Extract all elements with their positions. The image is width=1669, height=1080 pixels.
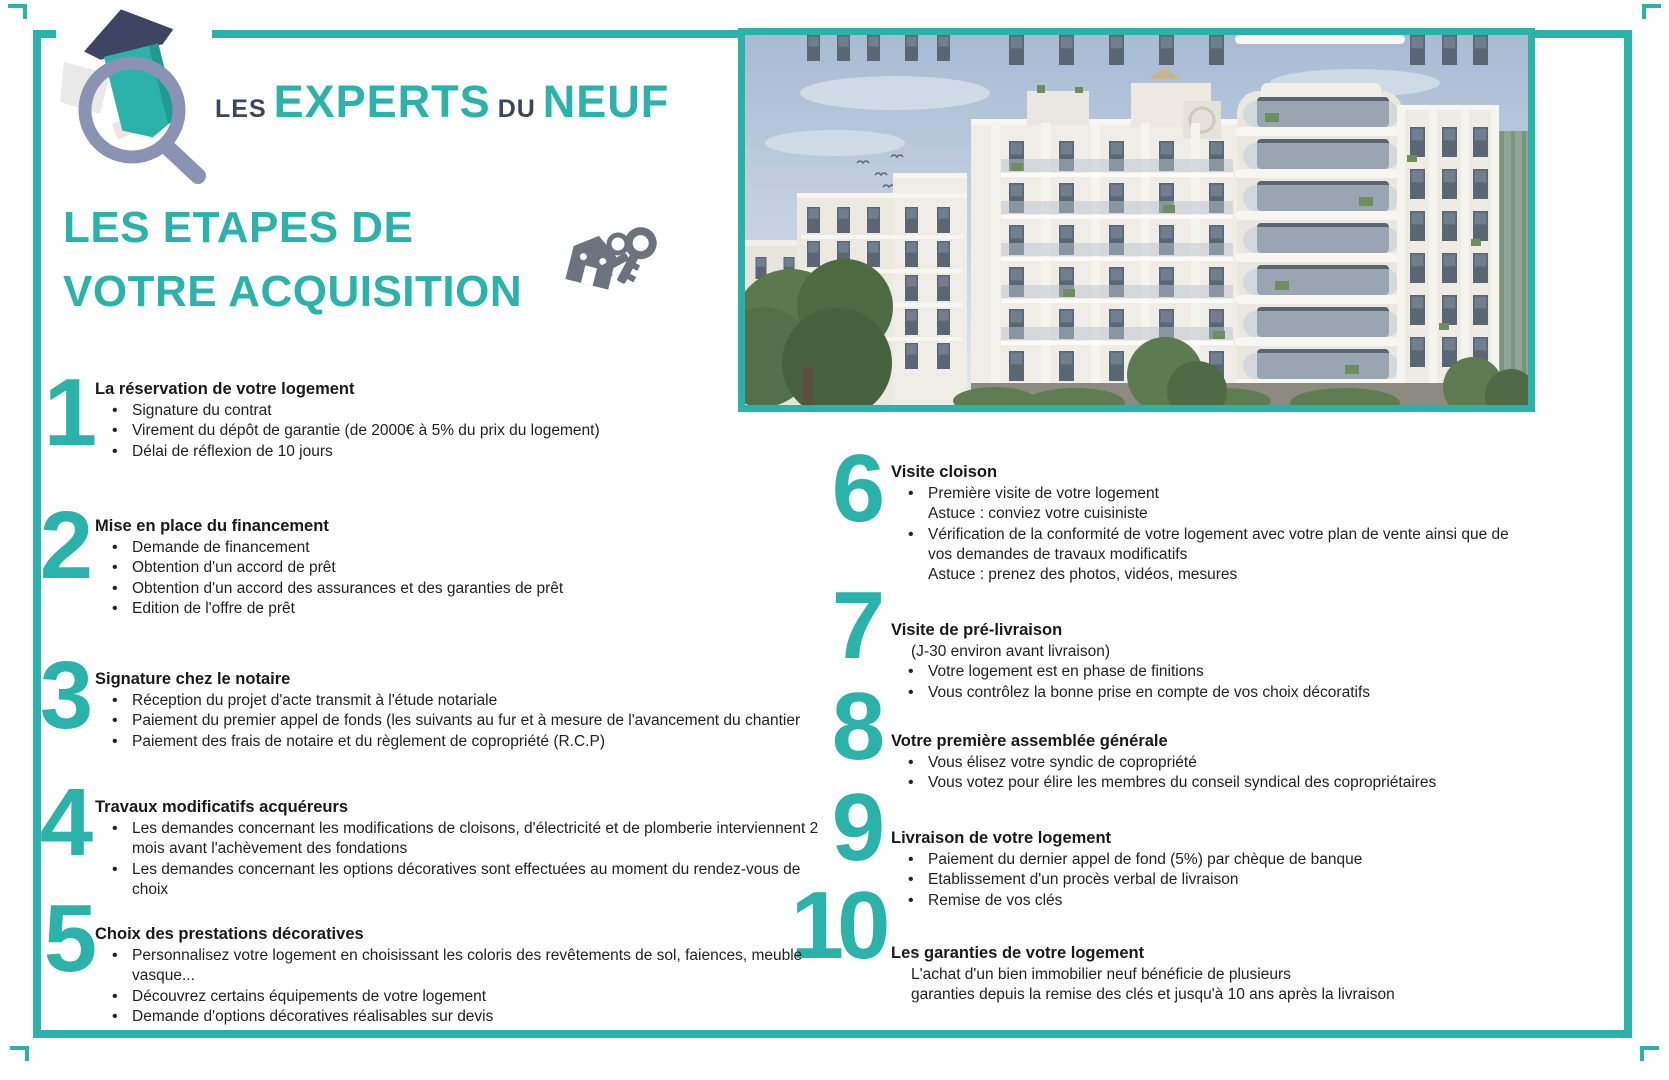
brand-word-les: LES [215,95,267,123]
step-title: Signature chez le notaire [95,670,291,688]
step-item: garanties depuis la remise des clés et jusqu'à 10 ans après la livraison [911,986,1395,1004]
step-item: • Etablissement d'un procès verbal de livraison [891,870,1509,890]
house-keys-icon [558,218,674,300]
step-block-4 [95,797,840,900]
step-item: • Paiement des frais de notaire et du règlement de copropriété (R.C.P) [95,732,840,752]
step-items [95,401,840,462]
step-item: • Première visite de votre logement [891,484,1509,504]
step-items [95,538,840,619]
step-item: • Vérification de la conformité de votre logement avec votre plan de vente ainsi que de vos demandes de travaux modificatifs [891,525,1509,566]
brand-word-experts: EXPERTS [273,76,491,127]
step-number: 10 [790,872,884,979]
step-item: • Paiement du dernier appel de fond (5%) par chèque de banque [891,850,1509,870]
corner-mark-top-right [1642,4,1661,19]
step-number: 6 [831,435,879,542]
step-item: • Découvrez certains équipements de votre logement [95,987,840,1007]
step-block-5 [95,924,840,1027]
step-item: • Vous élisez votre syndic de copropriété [891,753,1509,773]
step-block-8 [891,731,1509,794]
step-title: Travaux modificatifs acquéreurs [95,798,349,816]
step-item: • Personnalisez votre logement en choisissant les coloris des revêtements de sol, faiences, meuble vasque... [95,946,840,987]
brand-wordmark [215,76,669,128]
house-magnifier-icon [56,0,212,184]
brand-word-neuf: NEUF [542,76,670,127]
step-number: 4 [39,769,87,876]
step-number: 2 [39,492,87,599]
step-number: 7 [831,572,879,679]
step-items [891,850,1509,911]
step-items [891,642,1509,703]
step-block-10 [891,943,1509,1006]
step-item: • Edition de l'offre de prêt [95,599,840,619]
step-block-1 [95,379,840,462]
step-item: • Vous votez pour élire les membres du conseil syndical des copropriétaires [891,773,1509,793]
step-item: Astuce : conviez votre cuisiniste [928,505,1148,523]
step-title: Visite de pré-livraison [891,621,1063,639]
step-number: 5 [43,885,91,992]
step-item: • Virement du dépôt de garantie (de 2000€ à 5% du prix du logement) [95,421,840,441]
step-title: Livraison de votre logement [891,829,1112,847]
step-item: (J-30 environ avant livraison) [911,643,1111,660]
step-item: • Signature du contrat [95,401,840,421]
step-block-9 [891,828,1509,911]
step-item: • Demande d'options décoratives réalisables sur devis [95,1007,840,1027]
corner-mark-bottom-right [1640,1046,1659,1061]
step-title: Choix des prestations décoratives [95,925,364,943]
building-photo [738,28,1535,412]
step-item: • Réception du projet d'acte transmit à l'étude notariale [95,691,840,711]
step-item: • Délai de réflexion de 10 jours [95,442,840,462]
step-title: Votre première assemblée générale [891,732,1168,750]
step-item: • Remise de vos clés [891,891,1509,911]
step-items [95,946,840,1027]
step-item: • Vous contrôlez la bonne prise en compte de vos choix décoratifs [891,683,1509,703]
step-item: • Obtention d'un accord de prêt [95,558,840,578]
step-items [891,965,1509,1006]
step-number: 3 [39,642,87,749]
step-items [891,484,1509,585]
step-title: Visite cloison [891,463,998,481]
step-item: • Les demandes concernant les options décoratives sont effectuées au moment du rendez-vous de choix [95,860,840,901]
page-title-line2: VOTRE ACQUISITION [63,267,523,316]
step-number: 8 [831,673,879,780]
step-items [891,753,1509,794]
step-title: La réservation de votre logement [95,380,355,398]
brand-logo [56,0,212,184]
step-item: • Obtention d'un accord des assurances et des garanties de prêt [95,579,840,599]
step-block-7 [891,620,1509,703]
step-item: • Demande de financement [95,538,840,558]
page-title [63,196,522,324]
brand-word-du: DU [497,95,536,123]
step-title: Mise en place du financement [95,517,329,535]
step-number: 9 [831,774,879,881]
page-title-line1: LES ETAPES DE [63,203,414,252]
step-items [95,819,840,900]
step-item: • Votre logement est en phase de finitions [891,662,1509,682]
step-item: L'achat d'un bien immobilier neuf bénéficie de plusieurs [911,966,1291,983]
step-block-6 [891,462,1509,585]
step-block-3 [95,669,840,752]
corner-mark-top-left [8,4,27,19]
step-title: Les garanties de votre logement [891,944,1145,962]
corner-mark-bottom-left [10,1046,29,1061]
step-items [95,691,840,752]
step-item: • Paiement du premier appel de fonds (les suivants au fur et à mesure de l'avancement du chantier [95,711,840,731]
step-item: Astuce : prenez des photos, vidéos, mesures [928,566,1238,584]
step-number: 1 [43,359,91,466]
step-item: • Les demandes concernant les modifications de cloisons, d'électricité et de plomberie interviennent 2 mois avant l'achèvement des fondations [95,819,840,860]
step-block-2 [95,516,840,619]
